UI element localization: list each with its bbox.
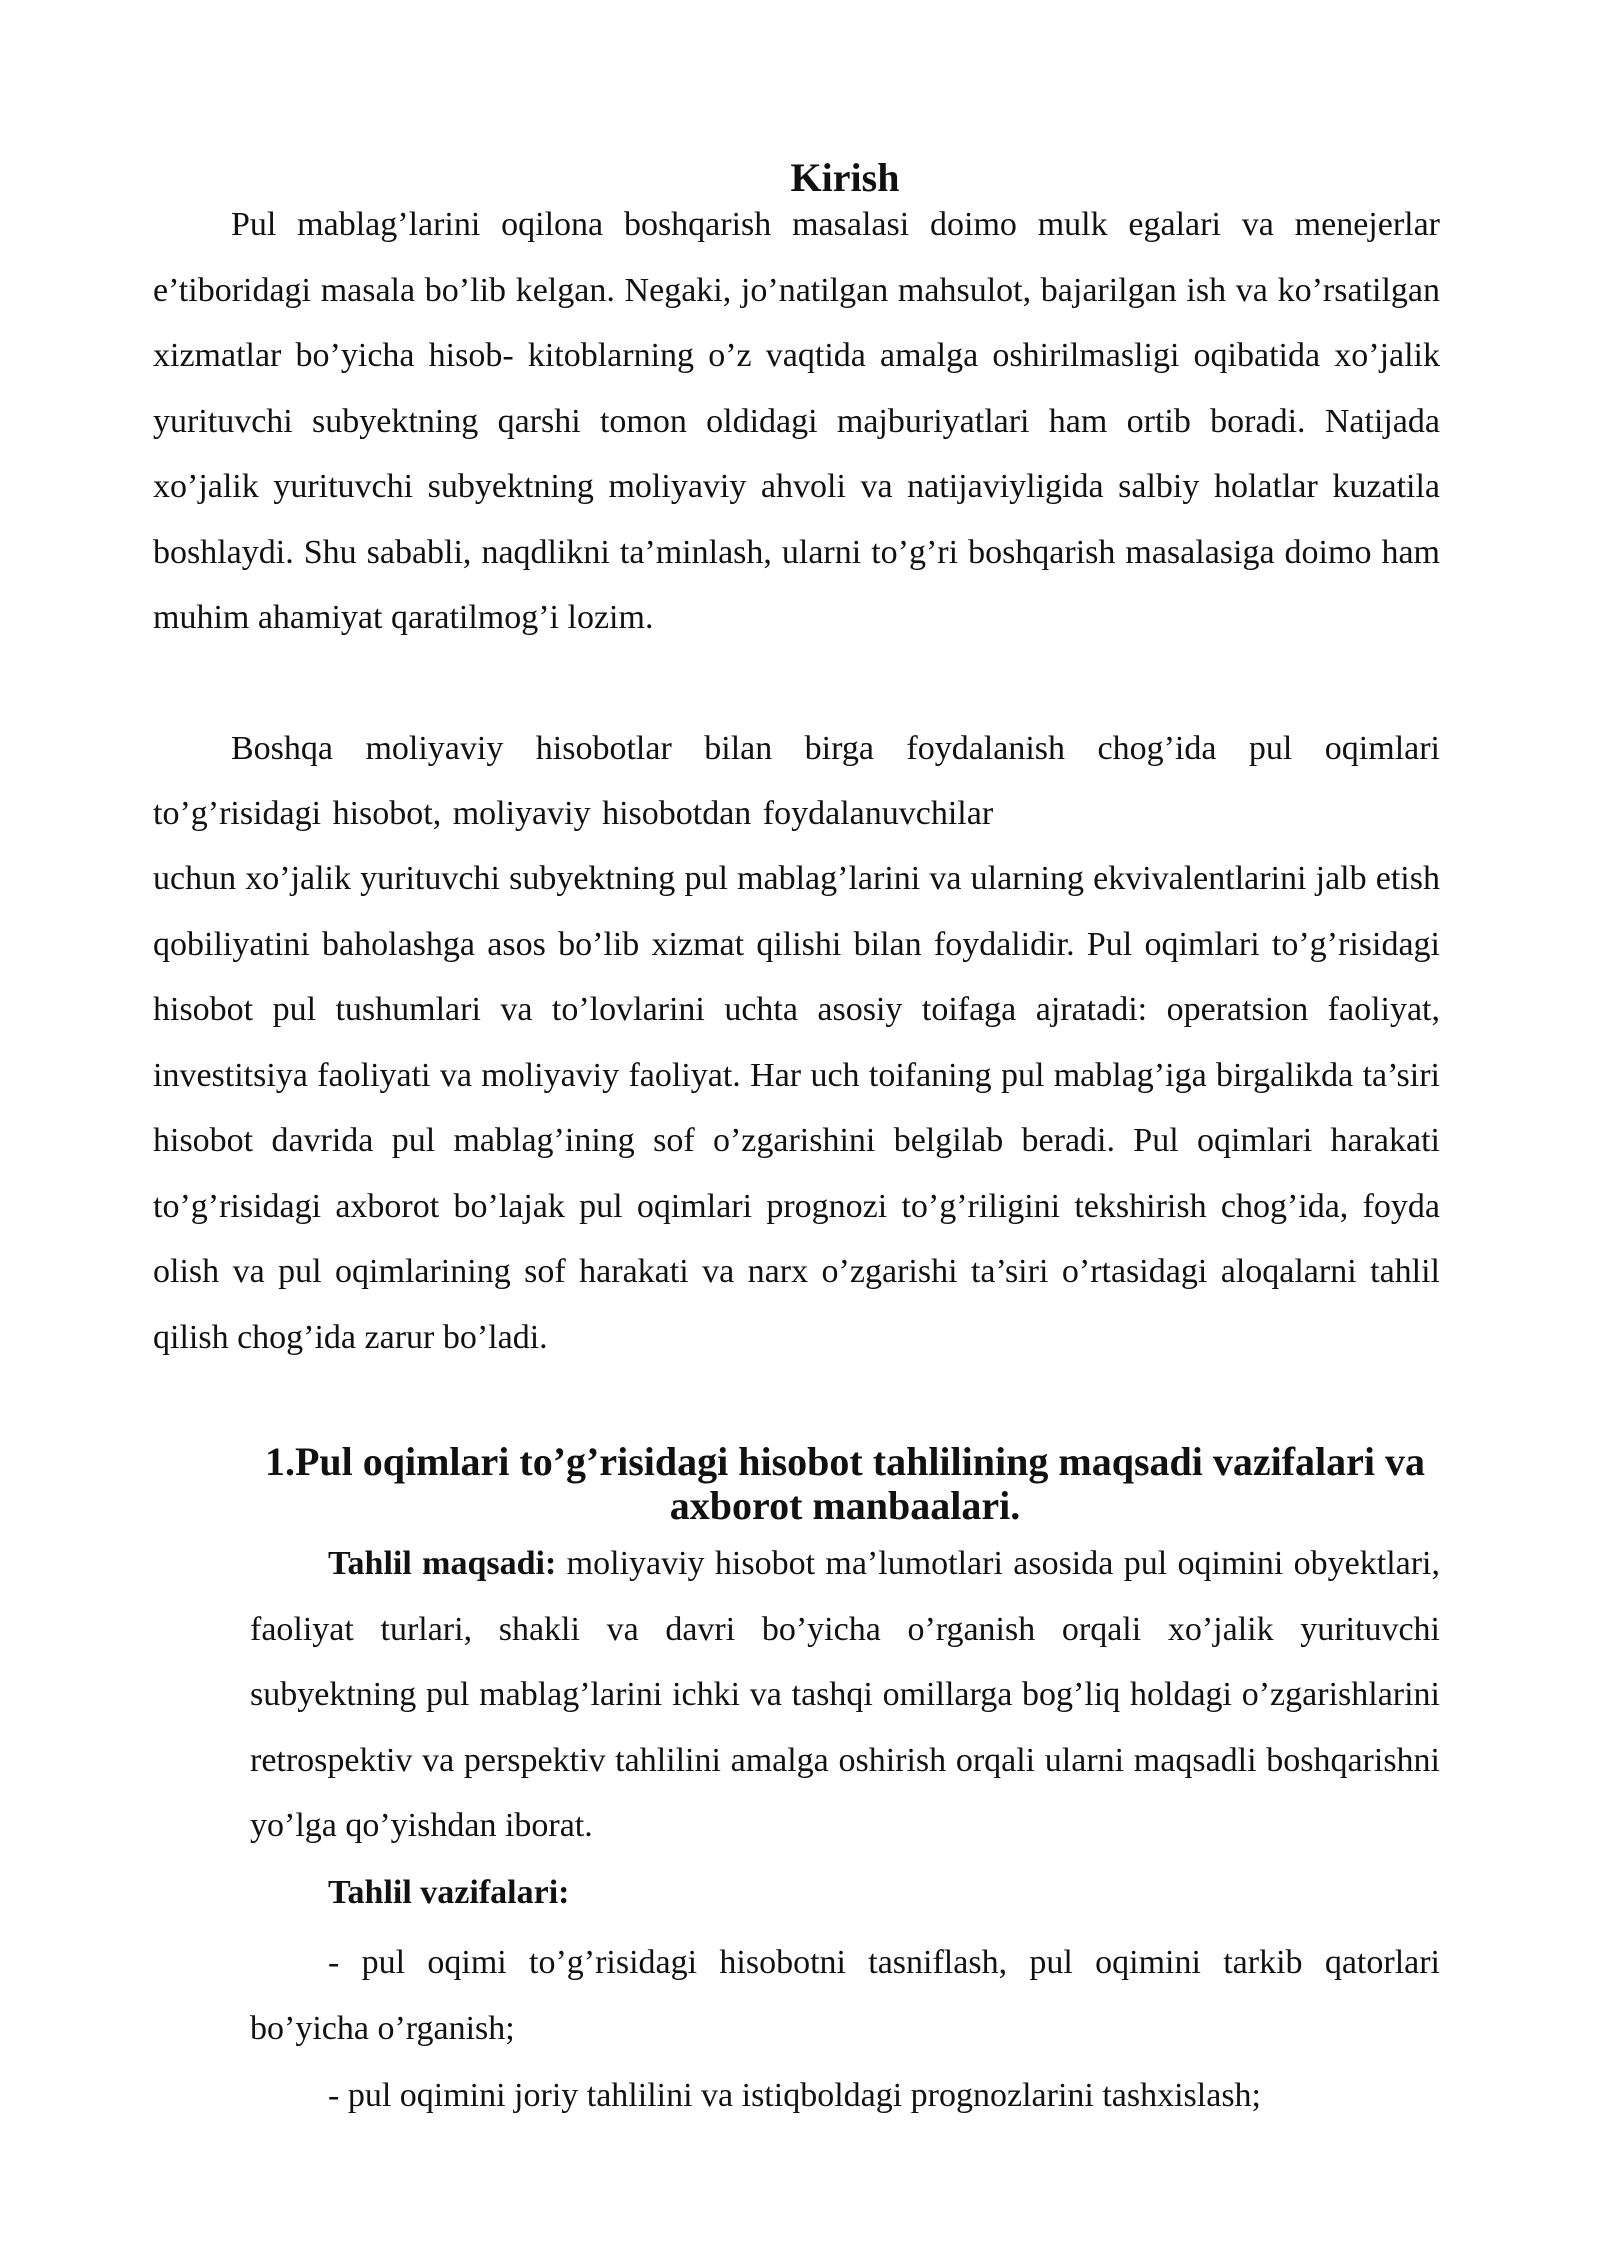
intro-paragraph-2-line-2: to’g’risidagi hisobot, moliyaviy hisobotdan foydalanuvchilar xyxy=(153,795,994,832)
section-heading: 1.Pul oqimlari to’g’risidagi hisobot tahlilining maqsadi vazifalari va axborot manbaalari. xyxy=(264,1439,1426,1528)
intro-paragraph-2-rest: uchun xo’jalik yurituvchi subyektning pul mablag’larini va ularning ekvivalentlarini jalb etish qobiliyatini baholashga asos bo’lib xizmat qilishi bilan foydalidir. Pul oqimlari to’g’risidagi hisobot pul tushumlari va to’lovlarini uchta asosiy toifaga ajratadi: operatsion faoliyat, investitsiya faoliyati va moliyaviy faoliyat. Har uch toifaning pul mablag’iga birgalikda ta’siri hisobot davrida pul mablag’ining sof o’zgarishini belgilab beradi. Pul oqimlari harakati to’g’risidagi axborot bo’lajak pul oqimlari prognozi to’g’riligini tekshirish chog’ida, foyda olish va pul oqimlarining sof harakati va narx o’zgarishi ta’siri o’rtasidagi aloqalarni tahlil qilish chog’ida zarur bo’ladi. xyxy=(153,860,1440,1356)
goal-label: Tahlil maqsadi: xyxy=(328,1545,557,1582)
task-item-1: - pul oqimi to’g’risidagi hisobotni tasniflash, pul oqimini tarkib qatorlari bo’yicha o’rganish; xyxy=(250,1944,1440,2047)
task-item-2: - pul oqimini joriy tahlilini va istiqboldagi prognozlarini tashxislash; xyxy=(328,2077,1262,2114)
intro-paragraph-1: Pul mablag’larini oqilona boshqarish masalasi doimo mulk egalari va menejerlar e’tiboridagi masala bo’lib kelgan. Negaki, jo’natilgan mahsulot, bajarilgan ish va ko’rsatilgan xizmatlar bo’yicha hisob- kitoblarning o’z vaqtida amalga oshirilmasligi oqibatida xo’jalik yurituvchi subyektning qarshi tomon oldidagi majburiyatlari ham ortib boradi. Natijada xo’jalik yurituvchi subyektning moliyaviy ahvoli va natijaviyligida salbiy holatlar kuzatila boshlaydi. Shu sababli, naqdlikni ta’minlash, ularni to’g’ri boshqarish masalasiga doimo ham muhim ahamiyat qaratilmog’i lozim. xyxy=(153,206,1440,636)
intro-paragraph-2-line-1: Boshqa moliyaviy hisobotlar bilan birga foydalanish chog’ida pul oqimlari xyxy=(231,730,1440,767)
goal-paragraph xyxy=(250,1531,1440,1859)
page-title: Kirish xyxy=(790,155,900,200)
tasks-label: Tahlil vazifalari: xyxy=(328,1874,570,1911)
goal-text: moliyaviy hisobot ma’lumotlari asosida pul oqimini obyektlari, faoliyat turlari, shakli va davri bo’yicha o’rganish orqali xo’jalik yurituvchi subyektning pul mablag’larini ichki va tashqi omillarga bog’liq holdagi o’zgarishlarini retrospektiv va perspektiv tahlilini amalga oshirish orqali ularni maqsadli boshqarishni yo’lga qo’yishdan iborat. xyxy=(250,1545,1440,1844)
